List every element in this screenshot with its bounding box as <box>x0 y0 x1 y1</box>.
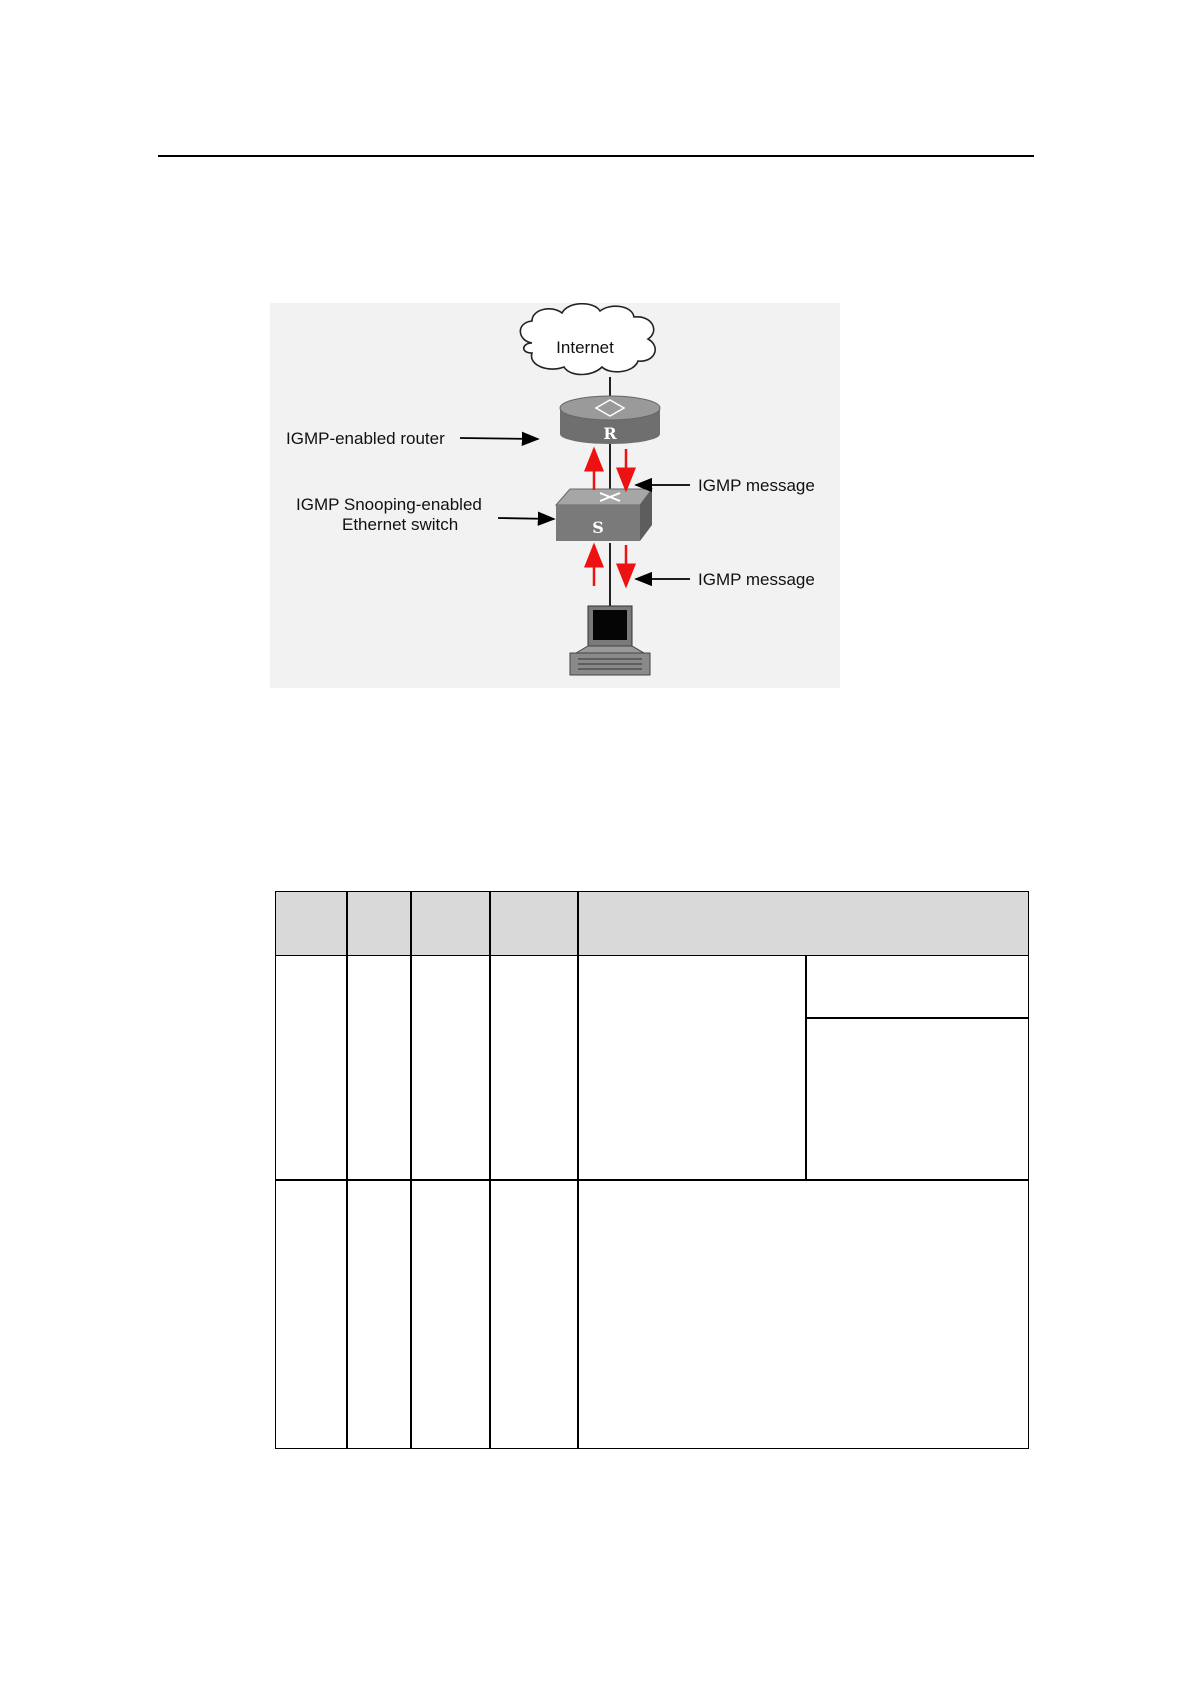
column-divider <box>489 892 491 1448</box>
message-label-lower: IGMP message <box>698 570 815 589</box>
table-header-row <box>276 892 1028 956</box>
sub-row-divider <box>805 1017 1029 1019</box>
router-glyph: R <box>603 424 617 443</box>
pc-icon <box>570 606 650 675</box>
data-table <box>275 891 1029 1449</box>
switch-callout-label-line1: IGMP Snooping-enabled <box>296 495 482 514</box>
internet-label: Internet <box>556 338 614 357</box>
switch-callout-label-line2: Ethernet switch <box>342 515 459 534</box>
diagram-canvas <box>270 303 840 688</box>
column-divider-sub <box>805 955 807 1179</box>
column-divider <box>577 892 579 1448</box>
internet-cloud-icon <box>520 304 655 375</box>
column-divider <box>410 892 412 1448</box>
router-callout-label: IGMP-enabled router <box>286 429 445 448</box>
column-divider <box>346 892 348 1448</box>
switch-glyph: S <box>592 518 604 537</box>
router-icon <box>560 396 660 444</box>
switch-icon <box>556 489 652 541</box>
message-label-upper: IGMP message <box>698 476 815 495</box>
header-rule <box>158 155 1034 157</box>
switch-callout-arrow <box>498 518 554 519</box>
igmp-snooping-network-diagram <box>270 303 840 688</box>
router-callout-arrow <box>460 438 538 439</box>
row-divider <box>276 1179 1028 1181</box>
